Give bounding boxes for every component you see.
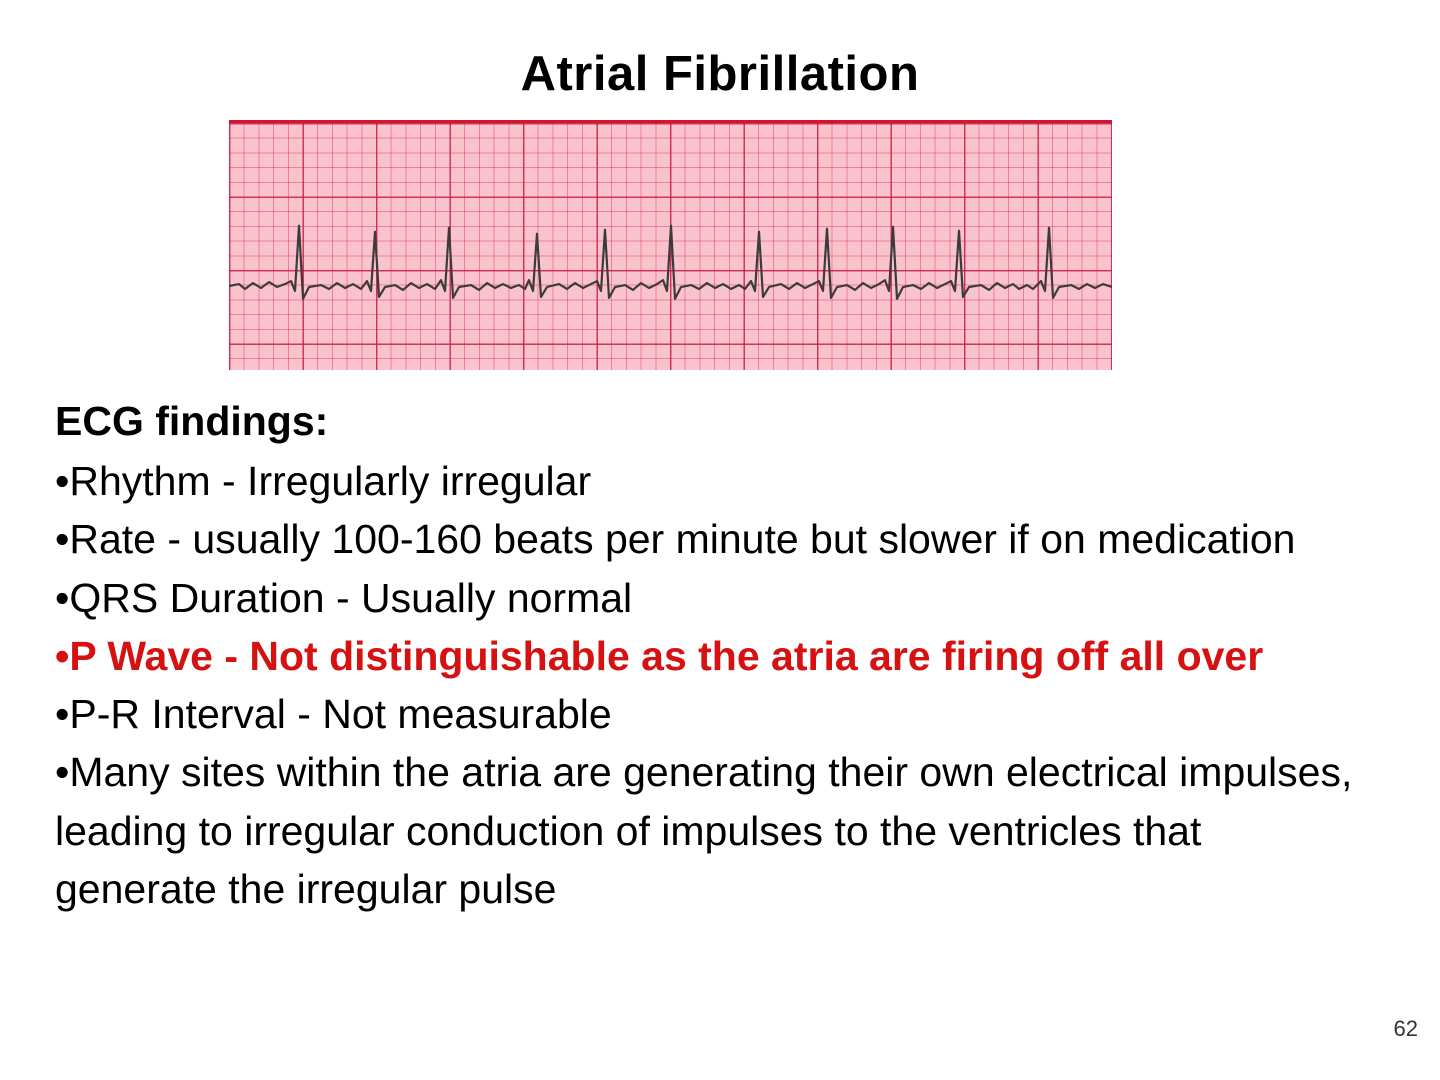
list-item: •QRS Duration - Usually normal [55,574,633,621]
ecg-findings-block [55,392,1355,918]
page-title: Atrial Fibrillation [520,47,920,101]
ecg-rhythm-strip-figure [229,120,1112,370]
section-heading: ECG findings: [55,398,329,444]
list-item: •Rhythm - Irregularly irregular [55,458,592,505]
list-item: •Rate - usually 100-160 beats per minute but slower if on medication [55,516,1296,563]
list-item: •P-R Interval - Not measurable [55,691,612,738]
list-item: •Many sites within the atria are generating their own electrical impulses, leading to irregular conduction of impulses to the ventricles that generate the irregular pulse [55,749,1353,912]
list-item-highlighted: •P Wave - Not distinguishable as the atria are firing off all over [55,632,1264,679]
page-number: 62 [1393,1016,1418,1041]
ecg-waveform-trace [229,123,1112,370]
